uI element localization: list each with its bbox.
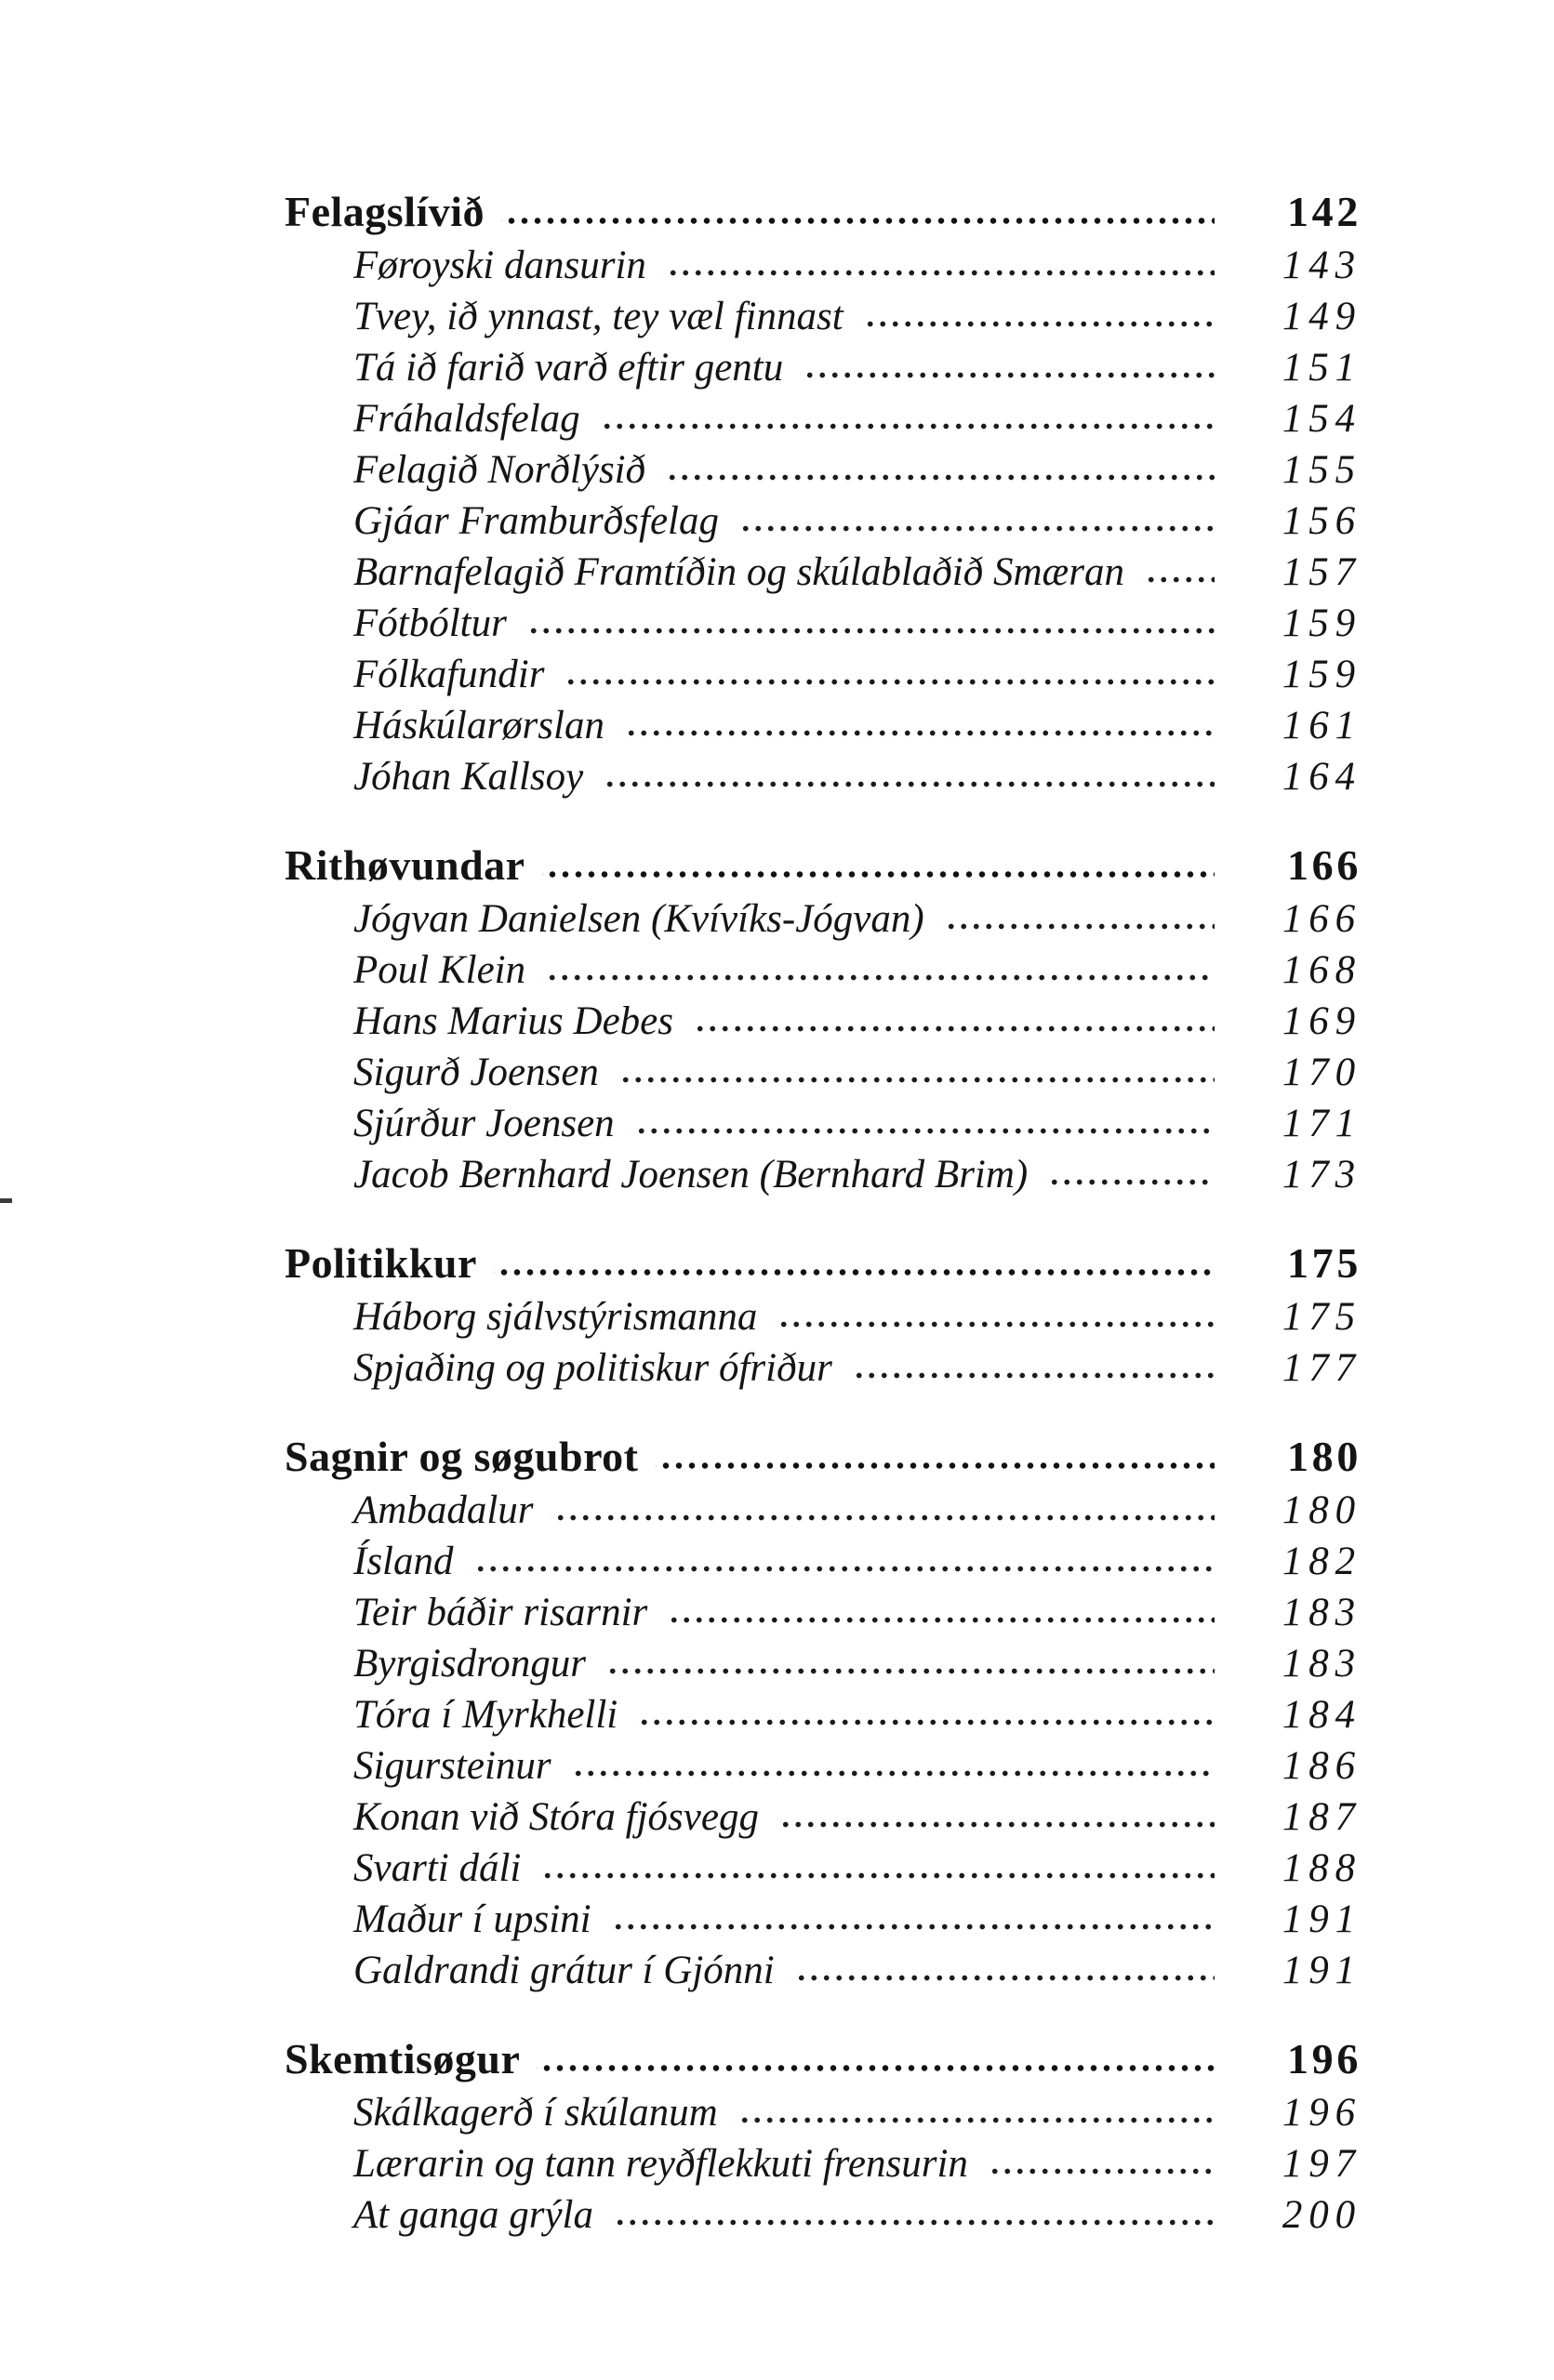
toc-entry-row: [285, 598, 1361, 649]
toc-entry-row: [285, 2087, 1361, 2138]
section-page-number: 175: [1286, 1239, 1361, 1287]
entry-page-number: 159: [1282, 653, 1361, 696]
dot-leader: [1141, 575, 1215, 585]
toc-entry-row: [285, 945, 1361, 996]
dot-leader: [774, 1319, 1215, 1329]
entry-title: Jacob Bernhard Joensen (Bernhard Brim): [353, 1153, 1029, 1197]
section-title: Politikkur: [285, 1239, 477, 1287]
dot-leader: [663, 268, 1215, 278]
toc-section-heading-row: [285, 184, 1361, 240]
entry-page-number: 177: [1282, 1346, 1361, 1390]
toc-entry-row: [285, 649, 1361, 700]
entry-title: Svarti dáli: [353, 1846, 522, 1890]
entry-page-number: 180: [1282, 1488, 1361, 1532]
dot-leader: [600, 779, 1215, 789]
dot-leader: [849, 1370, 1215, 1381]
dot-leader: [860, 319, 1215, 329]
entry-title: Lærarin og tann reyðflekkuti frensurin: [353, 2142, 968, 2186]
toc-section-heading-row: [285, 2031, 1361, 2087]
section-page-number: 196: [1286, 2035, 1361, 2082]
dot-leader: [616, 1075, 1215, 1085]
entry-title: Sjúrður Joensen: [353, 1102, 615, 1145]
entry-title: At ganga grýla: [353, 2193, 593, 2237]
section-title: Sagnir og søgubrot: [285, 1433, 639, 1480]
toc-entry-row: [285, 291, 1361, 342]
entry-page-number: 183: [1282, 1591, 1361, 1634]
toc-entry-row: [285, 1689, 1361, 1740]
entry-title: Jógvan Danielsen (Kvívíks-Jógvan): [353, 897, 924, 941]
section-title: Skemtisøgur: [285, 2035, 521, 2082]
entry-title: Spjaðing og politiskur ófriður: [353, 1346, 832, 1390]
toc-section: [285, 184, 1361, 802]
toc-entry-row: [285, 2138, 1361, 2189]
entry-title: Maður í upsini: [353, 1897, 591, 1941]
entry-page-number: 170: [1282, 1051, 1361, 1094]
entry-title: Felagið Norðlýsið: [353, 448, 646, 492]
dot-leader: [662, 472, 1215, 483]
dot-leader: [608, 1922, 1215, 1932]
entry-page-number: 155: [1282, 448, 1361, 492]
entry-title: Ísland: [353, 1540, 454, 1583]
toc-section: [285, 838, 1361, 1200]
dot-leader: [736, 523, 1215, 534]
entry-page-number: 184: [1282, 1693, 1361, 1737]
toc-entry-row: [285, 1536, 1361, 1587]
entry-title: Háskúlarørslan: [353, 704, 604, 747]
entry-title: Konan við Stóra fjósvegg: [353, 1795, 759, 1839]
toc-entry-row: [285, 1792, 1361, 1843]
dot-leader: [735, 2115, 1215, 2125]
toc-entry-row: [285, 1945, 1361, 1996]
entry-page-number: 175: [1282, 1295, 1361, 1339]
dot-leader: [631, 1126, 1215, 1136]
entry-title: Ambadalur: [353, 1488, 534, 1532]
entry-page-number: 187: [1282, 1795, 1361, 1839]
toc-entry-row: [285, 342, 1361, 393]
section-page-number: 142: [1286, 188, 1361, 235]
section-title: Felagslívið: [285, 188, 485, 235]
entry-title: Poul Klein: [353, 948, 526, 992]
dot-leader: [551, 1513, 1215, 1523]
toc-entry-row: [285, 547, 1361, 598]
toc-entry-row: [285, 240, 1361, 291]
entry-page-number: 151: [1282, 346, 1361, 390]
dot-leader: [542, 972, 1215, 983]
entry-title: Háborg sjálvstýrismanna: [353, 1295, 758, 1339]
toc-entry-row: [285, 1638, 1361, 1689]
dot-leader: [690, 1024, 1215, 1034]
dot-leader: [985, 2166, 1215, 2176]
entry-title: Fótbóltur: [353, 602, 507, 645]
dot-leader: [634, 1717, 1215, 1727]
dot-leader: [664, 1615, 1215, 1625]
entry-page-number: 200: [1282, 2193, 1361, 2237]
toc-section-heading-row: [285, 838, 1361, 893]
entry-page-number: 143: [1282, 244, 1361, 287]
toc-entry-row: [285, 1342, 1361, 1394]
entry-page-number: 166: [1282, 897, 1361, 941]
toc-entry-row: [285, 1894, 1361, 1945]
toc-entry-row: [285, 444, 1361, 496]
toc-content: [285, 184, 1361, 2241]
section-title: Rithøvundar: [285, 841, 525, 889]
entry-page-number: 149: [1282, 295, 1361, 338]
dot-leader: [568, 1768, 1215, 1778]
entry-title: Teir báðir risarnir: [353, 1591, 648, 1634]
section-page-number: 166: [1286, 841, 1361, 889]
toc-entry-row: [285, 1291, 1361, 1342]
entry-title: Jóhan Kallsoy: [353, 755, 584, 799]
entry-page-number: 186: [1282, 1744, 1361, 1788]
entry-page-number: 154: [1282, 397, 1361, 441]
toc-section-heading-row: [285, 1236, 1361, 1291]
entry-page-number: 159: [1282, 602, 1361, 645]
entry-page-number: 157: [1282, 550, 1361, 594]
toc-entry-row: [285, 2189, 1361, 2241]
entry-page-number: 188: [1282, 1846, 1361, 1890]
entry-page-number: 169: [1282, 999, 1361, 1043]
section-page-number: 180: [1286, 1433, 1361, 1480]
dot-leader: [542, 869, 1215, 879]
toc-entry-row: [285, 1047, 1361, 1098]
dot-leader: [800, 370, 1215, 380]
entry-title: Føroyski dansurin: [353, 244, 646, 287]
toc-entry-row: [285, 996, 1361, 1047]
entry-title: Galdrandi grátur í Gjónni: [353, 1949, 775, 1992]
toc-section: [285, 2031, 1361, 2241]
toc-entry-row: [285, 700, 1361, 751]
entry-title: Fráhaldsfelag: [353, 397, 580, 441]
entry-title: Byrgisdrongur: [353, 1642, 587, 1686]
dot-leader: [610, 2217, 1215, 2228]
dot-leader: [501, 216, 1215, 226]
entry-page-number: 191: [1282, 1897, 1361, 1941]
entry-title: Sigurð Joensen: [353, 1051, 599, 1094]
entry-page-number: 168: [1282, 948, 1361, 992]
entry-page-number: 196: [1282, 2091, 1361, 2135]
entry-page-number: 156: [1282, 499, 1361, 543]
entry-page-number: 197: [1282, 2142, 1361, 2186]
toc-entry-row: [285, 893, 1361, 945]
entry-page-number: 164: [1282, 755, 1361, 799]
entry-title: Tvey, ið ynnast, tey væl finnast: [353, 295, 843, 338]
entry-title: Tá ið farið varð eftir gentu: [353, 346, 784, 390]
dot-leader: [941, 921, 1215, 932]
margin-dash-mark: [0, 1198, 12, 1203]
entry-title: Gjáar Framburðsfelag: [353, 499, 719, 543]
toc-entry-row: [285, 1587, 1361, 1638]
toc-entry-row: [285, 1740, 1361, 1792]
dot-leader: [1044, 1177, 1215, 1187]
dot-leader: [537, 2063, 1215, 2073]
entry-page-number: 173: [1282, 1153, 1361, 1197]
dot-leader: [538, 1871, 1215, 1881]
entry-title: Tóra í Myrkhelli: [353, 1693, 618, 1737]
toc-entry-row: [285, 1485, 1361, 1536]
dot-leader: [603, 1666, 1215, 1676]
toc-entry-row: [285, 496, 1361, 547]
entry-title: Sigursteinur: [353, 1744, 551, 1788]
dot-leader: [561, 677, 1215, 687]
entry-page-number: 191: [1282, 1949, 1361, 1992]
toc-entry-row: [285, 1149, 1361, 1200]
dot-leader: [597, 421, 1215, 431]
toc-entry-row: [285, 393, 1361, 444]
toc-entry-row: [285, 1098, 1361, 1149]
toc-section-heading-row: [285, 1429, 1361, 1485]
entry-page-number: 183: [1282, 1642, 1361, 1686]
entry-page-number: 161: [1282, 704, 1361, 747]
entry-page-number: 171: [1282, 1102, 1361, 1145]
toc-entry-row: [285, 1843, 1361, 1894]
dot-leader: [656, 1461, 1215, 1471]
dot-leader: [791, 1973, 1215, 1983]
entry-page-number: 182: [1282, 1540, 1361, 1583]
toc-section: [285, 1236, 1361, 1394]
entry-title: Hans Marius Debes: [353, 999, 673, 1043]
toc-entry-row: [285, 751, 1361, 802]
entry-title: Barnafelagið Framtíðin og skúlablaðið Smæran: [353, 550, 1124, 594]
dot-leader: [471, 1564, 1215, 1574]
dot-leader: [621, 728, 1215, 738]
entry-title: Skálkagerð í skúlanum: [353, 2091, 718, 2135]
dot-leader: [524, 626, 1215, 636]
dot-leader: [494, 1267, 1215, 1277]
toc-section: [285, 1429, 1361, 1996]
dot-leader: [776, 1819, 1215, 1830]
entry-title: Fólkafundir: [353, 653, 545, 696]
